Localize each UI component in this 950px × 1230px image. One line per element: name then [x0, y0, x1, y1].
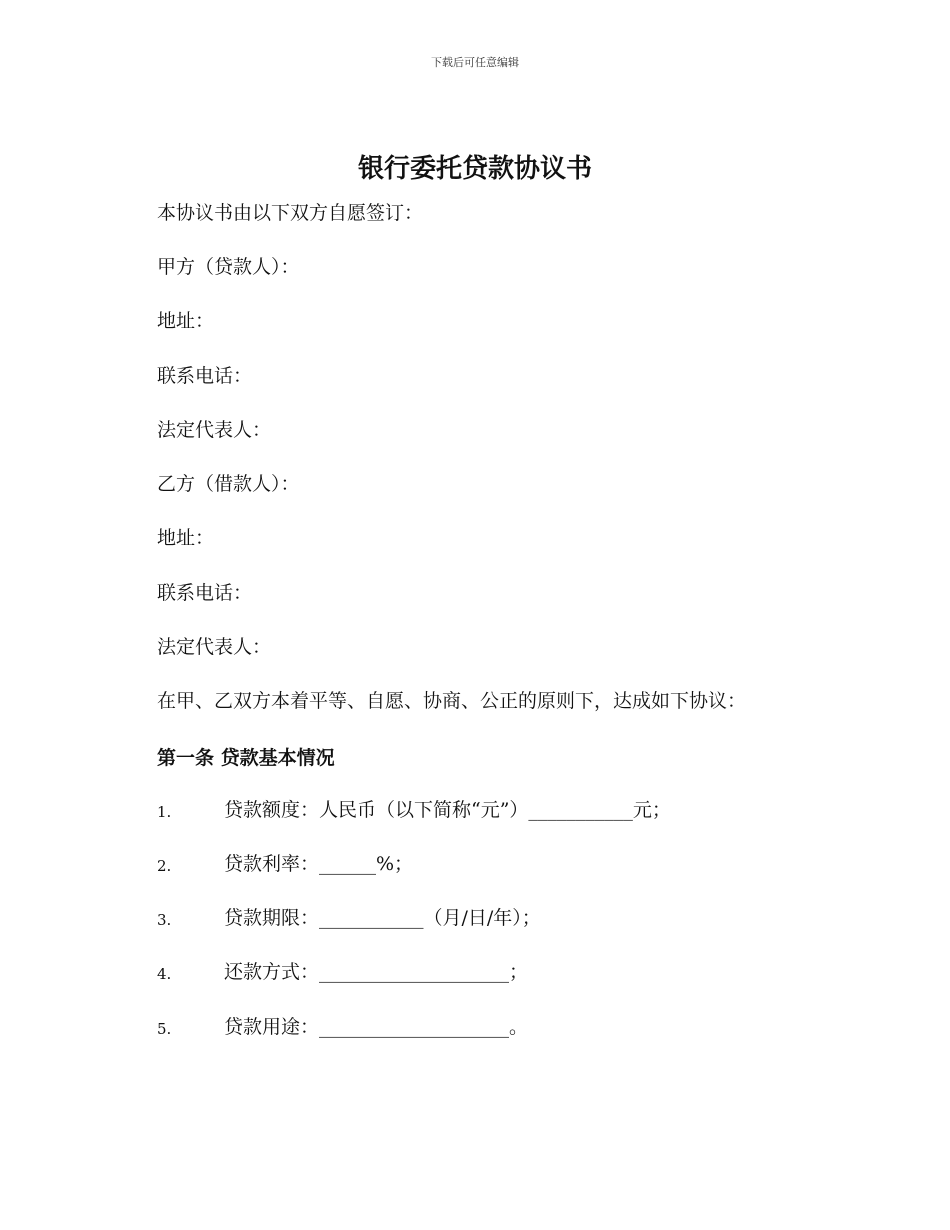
party-a-representative: 法定代表人：: [157, 419, 272, 441]
party-b-representative: 法定代表人：: [157, 636, 272, 658]
party-b-address: 地址：: [157, 527, 215, 549]
party-a-phone: 联系电话：: [157, 365, 253, 387]
party-b-label: 乙方（借款人）：: [157, 473, 300, 495]
agreement-preamble: 在甲、乙双方本着平等、自愿、协商、公正的原则下，达成如下协议：: [157, 690, 747, 712]
list-item-number: 3.: [157, 911, 172, 929]
list-item-text: 贷款期限：___________（月/日/年）；: [224, 907, 541, 929]
list-item-text: 贷款额度：人民币（以下简称“元”）___________元；: [224, 799, 671, 821]
list-item-text: 还款方式：____________________；: [224, 961, 529, 983]
party-a-address: 地址：: [157, 310, 215, 332]
list-item-number: 1.: [157, 803, 172, 821]
section-heading: 第一条 贷款基本情况: [157, 747, 335, 769]
list-item-number: 4.: [157, 965, 172, 983]
list-item-text: 贷款用途：____________________。: [224, 1016, 529, 1038]
list-item-number: 5.: [157, 1020, 172, 1038]
header-note: 下载后可任意编辑: [431, 56, 519, 69]
list-item-text: 贷款利率：______%；: [224, 853, 414, 875]
party-b-phone: 联系电话：: [157, 582, 253, 604]
document-title: 银行委托贷款协议书: [357, 154, 592, 184]
list-item-number: 2.: [157, 857, 172, 875]
intro-paragraph: 本协议书由以下双方自愿签订：: [157, 202, 424, 224]
party-a-label: 甲方（贷款人）：: [157, 256, 300, 278]
